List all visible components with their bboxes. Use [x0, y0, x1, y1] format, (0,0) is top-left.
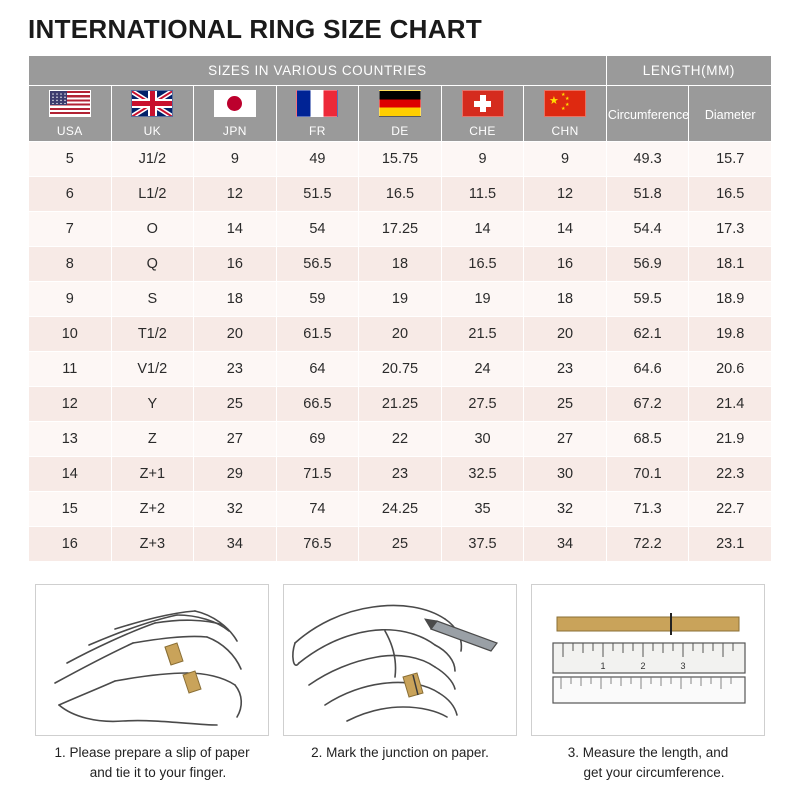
table-row [29, 527, 772, 562]
cell-chn: 27 [524, 422, 607, 457]
cell-che: 27.5 [441, 387, 524, 422]
cell-uk: L1/2 [111, 177, 194, 212]
cell-uk: Z [111, 422, 194, 457]
cell-circumference: 49.3 [606, 142, 689, 177]
cell-fr: 74 [276, 492, 359, 527]
cell-usa: 12 [29, 387, 112, 422]
cell-chn: 14 [524, 212, 607, 247]
cell-diameter: 20.6 [689, 352, 772, 387]
cell-uk: Z+2 [111, 492, 194, 527]
cell-jpn: 34 [194, 527, 277, 562]
cell-fr: 64 [276, 352, 359, 387]
cell-circumference: 70.1 [606, 457, 689, 492]
cell-de: 17.25 [359, 212, 442, 247]
cell-che: 21.5 [441, 317, 524, 352]
cell-de: 16.5 [359, 177, 442, 212]
cell-chn: 30 [524, 457, 607, 492]
cell-chn: 16 [524, 247, 607, 282]
group-header-length: LENGTH(MM) [606, 56, 771, 86]
step-2-caption-line1: 2. Mark the junction on paper. [311, 745, 489, 760]
cell-usa: 11 [29, 352, 112, 387]
cell-che: 11.5 [441, 177, 524, 212]
cell-chn: 32 [524, 492, 607, 527]
table-row [29, 457, 772, 492]
step-3-caption-line1: 3. Measure the length, and [567, 745, 729, 760]
cell-fr: 76.5 [276, 527, 359, 562]
cell-diameter: 17.3 [689, 212, 772, 247]
cell-circumference: 59.5 [606, 282, 689, 317]
cell-uk: V1/2 [111, 352, 194, 387]
cell-chn: 9 [524, 142, 607, 177]
cell-circumference: 51.8 [606, 177, 689, 212]
hand-marking-paper-with-pen-icon [285, 585, 515, 735]
cell-jpn: 12 [194, 177, 277, 212]
length-subheader-diameter: Diameter [704, 108, 756, 122]
table-row [29, 247, 772, 282]
cell-jpn: 23 [194, 352, 277, 387]
step-1-caption-line2: and tie it to your finger. [89, 764, 227, 780]
cell-uk: S [111, 282, 194, 317]
svg-text:2: 2 [640, 661, 646, 671]
step-1-caption-line1: 1. Please prepare a slip of paper [54, 745, 250, 760]
cell-de: 25 [359, 527, 442, 562]
cell-usa: 5 [29, 142, 112, 177]
cell-fr: 71.5 [276, 457, 359, 492]
cell-jpn: 32 [194, 492, 277, 527]
china-flag-icon: ★ ★ ★ ★ ★ [544, 90, 586, 117]
cell-de: 18 [359, 247, 442, 282]
col-header-chn [524, 86, 607, 142]
svg-text:1: 1 [600, 661, 606, 671]
cell-che: 16.5 [441, 247, 524, 282]
cell-che: 14 [441, 212, 524, 247]
step-3-caption-line2: get your circumference. [583, 764, 725, 780]
cell-diameter: 22.3 [689, 457, 772, 492]
japan-flag-icon [214, 90, 256, 117]
cell-uk: T1/2 [111, 317, 194, 352]
cell-fr: 69 [276, 422, 359, 457]
germany-flag-icon [379, 90, 421, 117]
cell-uk: Z+3 [111, 527, 194, 562]
france-flag-icon [296, 90, 338, 117]
usa-flag-icon [49, 90, 91, 117]
cell-diameter: 18.1 [689, 247, 772, 282]
cell-circumference: 68.5 [606, 422, 689, 457]
cell-circumference: 64.6 [606, 352, 689, 387]
cell-usa: 6 [29, 177, 112, 212]
hand-with-paper-strip-icon [37, 585, 267, 735]
country-code-usa: USA [56, 124, 83, 138]
table-row [29, 387, 772, 422]
cell-diameter: 16.5 [689, 177, 772, 212]
switzerland-flag-icon [462, 90, 504, 117]
page-title: INTERNATIONAL RING SIZE CHART [28, 14, 483, 44]
ring-size-table [28, 55, 772, 562]
cell-chn: 20 [524, 317, 607, 352]
step-3-caption [531, 743, 765, 782]
step-3 [531, 584, 765, 782]
ruler-measuring-paper-strip-icon [533, 585, 763, 735]
col-header-uk [111, 86, 194, 142]
cell-de: 15.75 [359, 142, 442, 177]
col-header-usa [29, 86, 112, 142]
cell-che: 37.5 [441, 527, 524, 562]
cell-diameter: 21.9 [689, 422, 772, 457]
cell-che: 30 [441, 422, 524, 457]
cell-de: 19 [359, 282, 442, 317]
table-row [29, 352, 772, 387]
cell-uk: O [111, 212, 194, 247]
table-row [29, 142, 772, 177]
uk-flag-icon [131, 90, 173, 117]
step-2-caption [283, 743, 517, 763]
length-subheader-circumference: Circumference [607, 108, 690, 122]
table-body [29, 142, 772, 562]
cell-fr: 54 [276, 212, 359, 247]
cell-chn: 18 [524, 282, 607, 317]
col-header-fr [276, 86, 359, 142]
cell-uk: Q [111, 247, 194, 282]
cell-diameter: 19.8 [689, 317, 772, 352]
table-flag-header-row [29, 86, 772, 142]
cell-jpn: 20 [194, 317, 277, 352]
cell-jpn: 14 [194, 212, 277, 247]
cell-usa: 14 [29, 457, 112, 492]
cell-che: 19 [441, 282, 524, 317]
cell-che: 9 [441, 142, 524, 177]
cell-de: 22 [359, 422, 442, 457]
cell-de: 20.75 [359, 352, 442, 387]
cell-uk: J1/2 [111, 142, 194, 177]
cell-che: 32.5 [441, 457, 524, 492]
col-header-diameter [689, 86, 772, 142]
step-1 [35, 584, 269, 782]
cell-de: 20 [359, 317, 442, 352]
cell-fr: 66.5 [276, 387, 359, 422]
cell-diameter: 18.9 [689, 282, 772, 317]
step-3-illustration-box [531, 584, 765, 736]
table-row [29, 317, 772, 352]
col-header-che [441, 86, 524, 142]
cell-fr: 51.5 [276, 177, 359, 212]
cell-chn: 23 [524, 352, 607, 387]
cell-jpn: 9 [194, 142, 277, 177]
cell-usa: 9 [29, 282, 112, 317]
country-code-che: CHE [469, 124, 496, 138]
cell-de: 24.25 [359, 492, 442, 527]
cell-jpn: 27 [194, 422, 277, 457]
cell-diameter: 23.1 [689, 527, 772, 562]
cell-jpn: 18 [194, 282, 277, 317]
cell-chn: 34 [524, 527, 607, 562]
cell-uk: Y [111, 387, 194, 422]
cell-circumference: 62.1 [606, 317, 689, 352]
table-group-header-row [29, 56, 772, 86]
instruction-steps [0, 584, 800, 782]
step-2 [283, 584, 517, 782]
col-header-circumference [606, 86, 689, 142]
table-row [29, 282, 772, 317]
cell-usa: 8 [29, 247, 112, 282]
cell-uk: Z+1 [111, 457, 194, 492]
cell-fr: 59 [276, 282, 359, 317]
cell-chn: 25 [524, 387, 607, 422]
cell-circumference: 72.2 [606, 527, 689, 562]
cell-jpn: 25 [194, 387, 277, 422]
cell-circumference: 67.2 [606, 387, 689, 422]
table-row [29, 212, 772, 247]
step-1-illustration-box [35, 584, 269, 736]
cell-jpn: 29 [194, 457, 277, 492]
country-code-jpn: JPN [222, 124, 247, 138]
cell-circumference: 54.4 [606, 212, 689, 247]
cell-diameter: 15.7 [689, 142, 772, 177]
cell-circumference: 71.3 [606, 492, 689, 527]
cell-chn: 12 [524, 177, 607, 212]
col-header-de [359, 86, 442, 142]
cell-fr: 49 [276, 142, 359, 177]
cell-circumference: 56.9 [606, 247, 689, 282]
country-code-chn: CHN [551, 124, 579, 138]
col-header-jpn [194, 86, 277, 142]
table-row [29, 492, 772, 527]
cell-che: 35 [441, 492, 524, 527]
step-2-illustration-box [283, 584, 517, 736]
cell-usa: 16 [29, 527, 112, 562]
cell-diameter: 21.4 [689, 387, 772, 422]
cell-usa: 15 [29, 492, 112, 527]
cell-usa: 10 [29, 317, 112, 352]
cell-fr: 56.5 [276, 247, 359, 282]
cell-de: 21.25 [359, 387, 442, 422]
table-row [29, 422, 772, 457]
table-row [29, 177, 772, 212]
cell-diameter: 22.7 [689, 492, 772, 527]
cell-usa: 7 [29, 212, 112, 247]
table-head [29, 56, 772, 142]
group-header-countries: SIZES IN VARIOUS COUNTRIES [29, 56, 607, 86]
cell-de: 23 [359, 457, 442, 492]
cell-che: 24 [441, 352, 524, 387]
step-1-caption [35, 743, 269, 782]
country-code-de: DE [391, 124, 409, 138]
svg-text:3: 3 [680, 661, 686, 671]
country-code-fr: FR [309, 124, 326, 138]
cell-jpn: 16 [194, 247, 277, 282]
cell-fr: 61.5 [276, 317, 359, 352]
country-code-uk: UK [143, 124, 162, 138]
cell-usa: 13 [29, 422, 112, 457]
